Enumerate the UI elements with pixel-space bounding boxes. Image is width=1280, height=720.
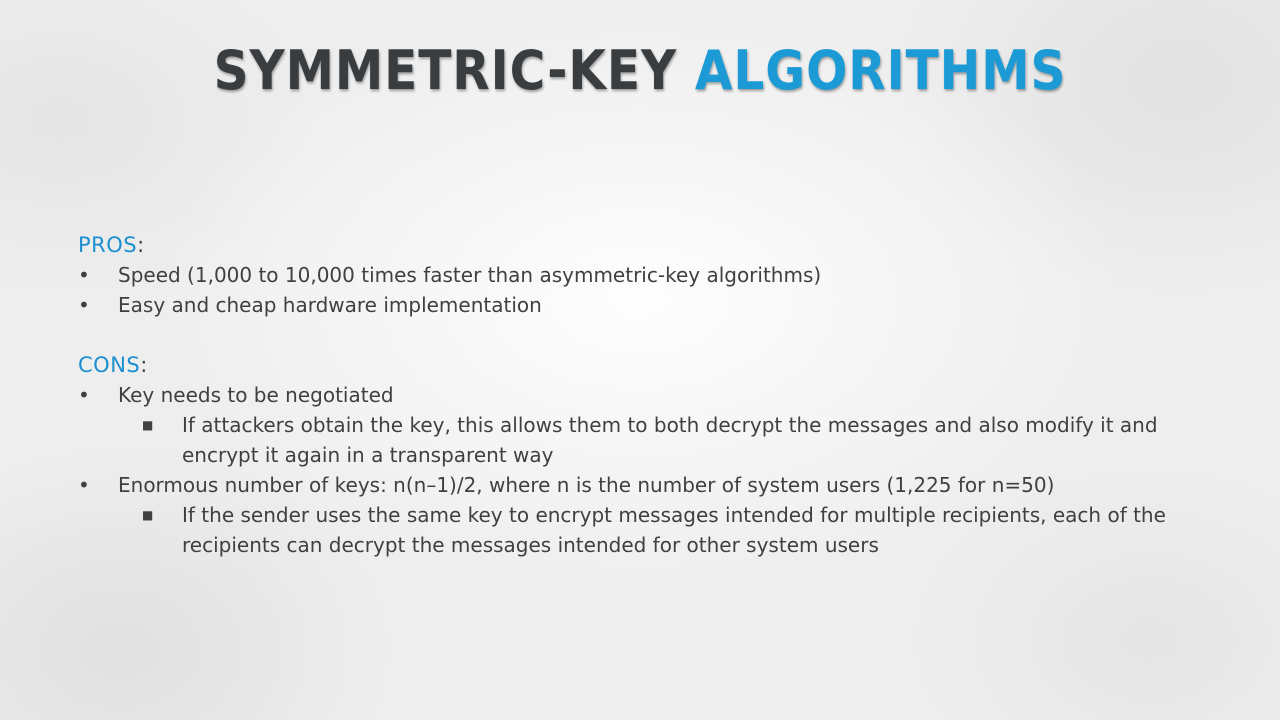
title-accent-part: ALGORITHMS [694, 39, 1067, 102]
bullet-icon: • [78, 473, 90, 497]
bullet-icon: • [78, 263, 90, 287]
cons-sub-item-text: If attackers obtain the key, this allows them to both decrypt the messages and also modify it and encrypt it again in a transparent way [182, 413, 1158, 467]
pros-item-text: Easy and cheap hardware implementation [118, 293, 542, 317]
slide-title [64, 36, 1216, 106]
pros-item [78, 260, 1208, 290]
title-dark-part: SYMMETRIC-KEY [213, 39, 678, 102]
bullet-icon: • [78, 293, 90, 317]
cons-item-text: Enormous number of keys: n(n–1)/2, where n is the number of system users (1,225 for n=50) [118, 473, 1055, 497]
cons-heading [78, 350, 1208, 380]
pros-colon: : [137, 233, 145, 257]
cons-item-text: Key needs to be negotiated [118, 383, 394, 407]
bullet-icon: • [78, 383, 90, 407]
cons-sub-item-text: If the sender uses the same key to encrypt messages intended for multiple recipients, each of the recipients can decrypt the messages intended for other system users [182, 503, 1166, 557]
square-bullet-icon: ■ [142, 508, 154, 522]
pros-heading [78, 230, 1208, 260]
cons-sub-item [78, 410, 1182, 470]
pros-label: PROS [78, 233, 138, 257]
cons-item [78, 380, 1208, 410]
pros-item-text: Speed (1,000 to 10,000 times faster than asymmetric-key algorithms) [118, 263, 822, 287]
pros-item [78, 290, 1208, 320]
cons-item [78, 470, 1208, 500]
cons-colon: : [140, 353, 148, 377]
cons-label: CONS [78, 353, 141, 377]
square-bullet-icon: ■ [142, 418, 154, 432]
slide-content [78, 230, 1208, 560]
cons-sub-item [78, 500, 1182, 560]
section-spacer [78, 320, 1208, 350]
